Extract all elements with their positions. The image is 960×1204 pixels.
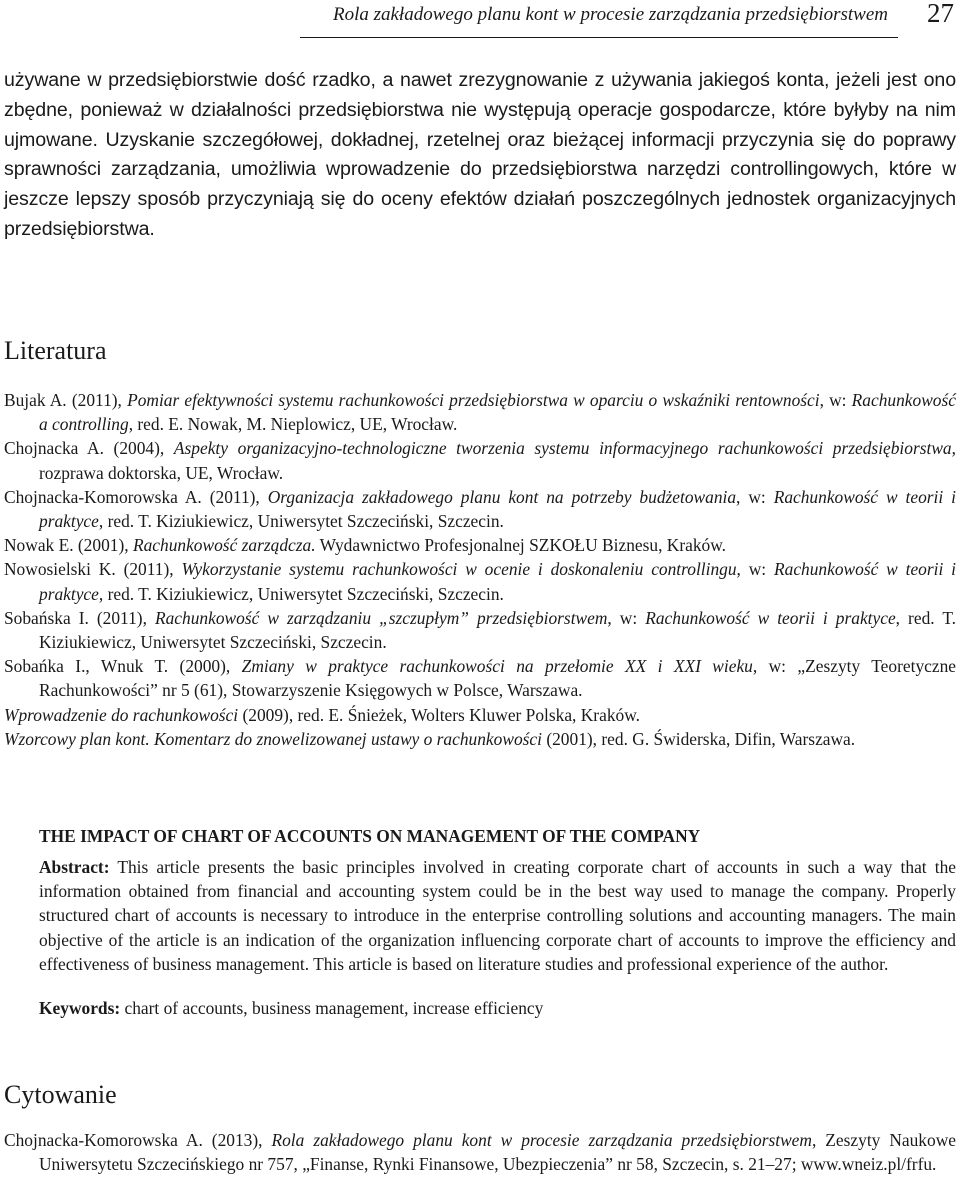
- running-header: [0, 0, 960, 38]
- reference-author: Nowak E.: [4, 535, 74, 556]
- page-number: 27: [927, 0, 954, 28]
- reference-author: Chojnacka-Komorowska A.: [4, 486, 202, 507]
- abstract-body: This article presents the basic principles involved in creating corporate chart of accounts in such a way that the information obtained from financial and accounting system could be in the best way used to manage the company. Properly structured chart of accounts is necessary to introduce in the enterprise controlling solutions and accounting managers. The main objective of the article is an indication of the organization influencing corporate chart of accounts to improve the efficiency and effectiveness of business management. This article is based on literature studies and professional experience of the author.: [39, 857, 956, 974]
- reference-year: (2001),: [73, 535, 133, 556]
- citation-author: Chojnacka-Komorowska A.: [4, 1130, 203, 1150]
- reference-item: [4, 557, 956, 605]
- header-rule: [300, 37, 898, 38]
- reference-mid: (2001), red. G. Świderska, Difin, Warszawa.: [541, 728, 856, 749]
- reference-title: Wykorzystanie systemu rachunkowości w ocenie i doskonaleniu controllingu: [181, 559, 737, 580]
- citation-rest: , Zeszyty Naukowe Uniwersytetu Szczecińskiego nr 757, „Finanse, Rynki Finansowe, Ubezpieczenia” nr 58, Szczecin, s. 21–27; www.wneiz.pl/frfu.: [39, 1130, 956, 1175]
- reference-title: Wprowadzenie do rachunkowości: [4, 704, 239, 725]
- reference-item: [4, 436, 956, 484]
- reference-rest: , red. E. Nowak, M. Nieplowicz, UE, Wrocław.: [128, 414, 458, 435]
- reference-title: Organizacja zakładowego planu kont na potrzeby budżetowania: [267, 486, 737, 507]
- reference-author: Sobańska I.: [4, 607, 89, 628]
- reference-item: [4, 606, 956, 654]
- english-title: THE IMPACT OF CHART OF ACCOUNTS ON MANAGEMENT OF THE COMPANY: [39, 826, 701, 846]
- reference-title: Aspekty organizacyjno-technologiczne tworzenia systemu informacyjnego rachunkowości przedsiębiorstwa: [173, 438, 952, 459]
- reference-mid: , w: „Zeszyty Teoretyczne Rachunkowości” nr 5 (61), Stowarzyszenie Księgowych w Polsce, Warszawa.: [39, 656, 956, 701]
- reference-mid: , w:: [607, 607, 646, 628]
- reference-mid: , w:: [736, 486, 774, 507]
- reference-rest: , red. T. Kiziukiewicz, Uniwersytet Szczeciński, Szczecin.: [98, 511, 504, 532]
- running-title: Rola zakładowego planu kont w procesie zarządzania przedsiębiorstwem: [332, 4, 888, 25]
- reference-source: Rachunkowość w teorii i praktyce: [645, 607, 896, 628]
- keywords-label: Keywords:: [39, 998, 121, 1019]
- reference-item: [4, 485, 956, 533]
- english-abstract: [39, 826, 956, 1020]
- citation-title: Rola zakładowego planu kont w procesie zarządzania przedsiębiorstwem: [271, 1130, 812, 1150]
- reference-mid: , rozprawa doktorska, UE, Wrocław.: [39, 438, 956, 483]
- reference-title: Rachunkowość w zarządzaniu „szczupłym” przedsiębiorstwem: [154, 607, 608, 628]
- reference-author: Sobańka I., Wnuk T.: [4, 656, 169, 677]
- reference-mid: (2009), red. E. Śnieżek, Wolters Kluwer Polska, Kraków.: [238, 704, 640, 725]
- reference-year: (2004),: [103, 438, 174, 459]
- reference-mid: Wydawnictwo Profesjonalnej SZKOŁU Biznesu, Kraków.: [315, 535, 727, 556]
- reference-year: (2011),: [115, 559, 182, 580]
- reference-item: [4, 703, 956, 727]
- reference-author: Nowosielski K.: [4, 559, 116, 580]
- reference-mid: , w:: [819, 390, 852, 410]
- reference-item: [4, 388, 956, 436]
- reference-year: (2000),: [168, 656, 242, 677]
- reference-author: Chojnacka A.: [4, 438, 104, 459]
- citation-year: (2013),: [202, 1130, 272, 1150]
- abstract-label: Abstract:: [39, 857, 110, 877]
- reference-source: Rachunkowość w teorii i praktyce: [39, 559, 956, 604]
- reference-item: [4, 727, 956, 751]
- reference-source: Rachunkowość w teorii i praktyce: [39, 486, 956, 532]
- reference-title: Wzorcowy plan kont. Komentarz do znowelizowanej ustawy o rachunkowości: [4, 728, 542, 749]
- references-list: [4, 388, 956, 751]
- reference-mid: , w:: [736, 559, 774, 580]
- reference-author: Bujak A.: [4, 390, 67, 410]
- reference-title: Zmiany w praktyce rachunkowości na przełomie XX i XXI wieku: [241, 656, 753, 677]
- reference-source: Rachunkowość a controlling: [39, 390, 956, 435]
- reference-year: (2011),: [66, 390, 128, 410]
- reference-title: Pomiar efektywności systemu rachunkowości przedsiębiorstwa w oparciu o wskaźniki rentowności: [127, 390, 820, 410]
- reference-item: [4, 533, 956, 557]
- abstract-text: [39, 855, 956, 976]
- reference-rest: , red. T. Kiziukiewicz, Uniwersytet Szczeciński, Szczecin.: [98, 583, 504, 604]
- keywords: [39, 996, 956, 1020]
- reference-item: [4, 654, 956, 702]
- body-paragraph: używane w przedsiębiorstwie dość rzadko, a nawet zrezygnowanie z używania jakiegoś konta, jeżeli jest ono zbędne, ponieważ w działalności przedsiębiorstwa nie występują operacje gospodarcze, które byłyby na nim ujmowane. Uzyskanie szczegółowej, dokładnej, rzetelnej oraz bieżącej informacji przyczynia się do poprawy sprawności zarządzania, umożliwia wprowadzenie do przedsiębiorstwa narzędzi controllingowych, które w jeszcze lepszy sposób przyczyniają się do oceny efektów działań poszczególnych jednostek organizacyjnych przedsiębiorstwa.: [4, 69, 956, 240]
- reference-year: (2011),: [88, 607, 155, 628]
- citation-heading: Cytowanie: [4, 1080, 117, 1109]
- reference-year: (2011),: [201, 486, 268, 507]
- keywords-text: chart of accounts, business management, increase efficiency: [120, 998, 544, 1019]
- references-heading: Literatura: [4, 336, 107, 365]
- reference-title: Rachunkowość zarządcza.: [132, 535, 316, 556]
- reference-rest: , red. T. Kiziukiewicz, Uniwersytet Szczeciński, Szczecin.: [39, 607, 957, 653]
- citation-text: [4, 1128, 956, 1176]
